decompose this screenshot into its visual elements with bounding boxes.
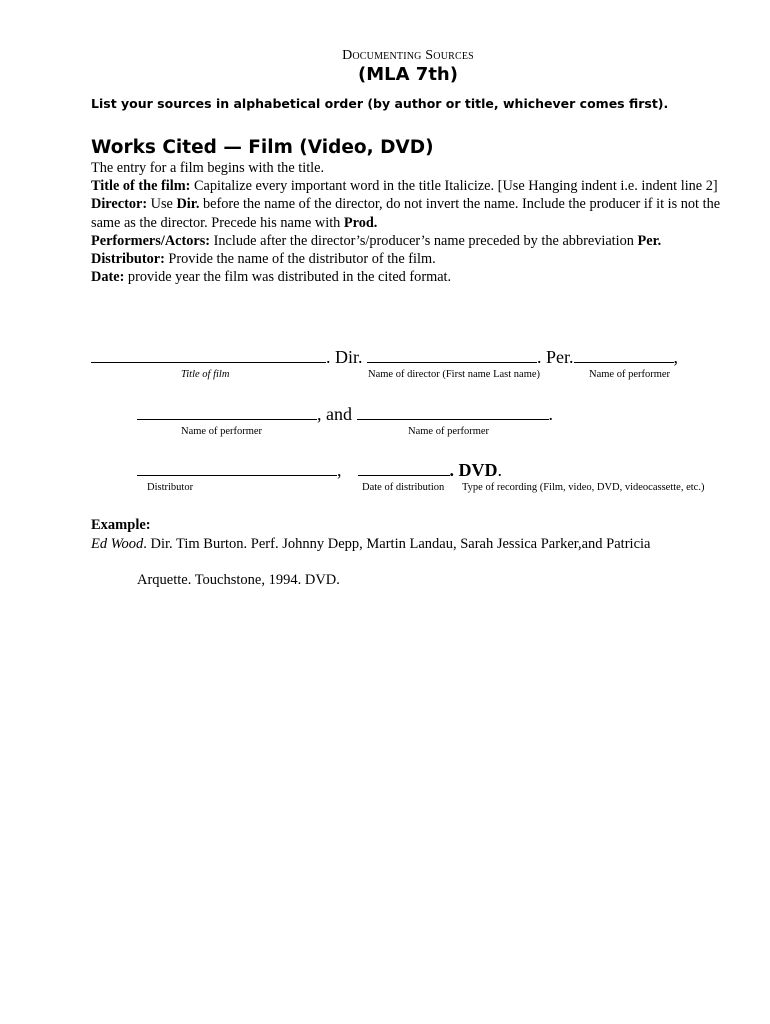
and-text: , and	[317, 404, 357, 424]
dir-text: . Dir.	[326, 347, 368, 367]
rule-label: Title of the film:	[91, 178, 191, 195]
example-citation-line1	[91, 536, 650, 553]
date-blank[interactable]	[358, 461, 450, 476]
performer-blank[interactable]	[357, 405, 549, 420]
caption-performer: Name of performer	[181, 426, 263, 437]
rule-title	[91, 177, 731, 195]
rules-block	[91, 159, 731, 286]
example-citation-text: . Dir. Tim Burton. Perf. Johnny Depp, Martin Landau, Sarah Jessica Parker,and Patricia	[143, 536, 651, 552]
rule-text: before the name of the director, do not invert the name. Include the producer if it is not the same as the director. Precede his name with	[91, 196, 721, 231]
rule-keyword: Prod.	[343, 214, 378, 231]
rule-text: Capitalize every important word in the title Italicize. [Use Hanging indent i.e. indent line 2]	[190, 178, 718, 195]
title-blank[interactable]	[91, 348, 326, 363]
rule-text: provide year the film was distributed in the cited format.	[124, 269, 452, 286]
rule-text: Provide the name of the distributor of the film.	[164, 251, 436, 268]
example-label: Example:	[91, 517, 151, 533]
caption-performer: Name of performer	[408, 426, 490, 437]
rule-label: Director:	[91, 196, 148, 213]
caption-distributor: Distributor	[147, 482, 194, 493]
performer-blank[interactable]	[574, 348, 674, 363]
caption-director: Name of director (First name Last name)	[368, 369, 541, 380]
template-row-3	[137, 460, 502, 481]
row2-period: .	[548, 404, 553, 424]
distributor-blank[interactable]	[137, 461, 337, 476]
intro-text: The entry for a film begins with the title.	[91, 160, 325, 176]
row3-comma: ,	[337, 460, 342, 480]
rule-director	[91, 195, 731, 231]
caption-date: Date of distribution	[362, 482, 445, 493]
rule-date	[91, 268, 731, 286]
section-title: Works Cited — Film (Video, DVD)	[91, 137, 434, 158]
mla-heading: (MLA 7th)	[358, 64, 458, 85]
caption-performer: Name of performer	[589, 369, 671, 380]
rule-keyword: Dir.	[176, 196, 200, 213]
caption-title: Title of film	[181, 369, 230, 380]
example-film-title: Ed Wood	[91, 536, 144, 552]
document-heading: Documenting Sources	[342, 48, 474, 63]
per-text: . Per.	[537, 347, 574, 367]
rule-label: Distributor:	[91, 251, 165, 268]
row3-period: .	[497, 460, 502, 480]
rule-distributor	[91, 250, 731, 268]
rule-keyword: Per.	[637, 232, 662, 249]
rule-performers	[91, 232, 731, 250]
rule-label: Date:	[91, 269, 125, 286]
template-row-1	[91, 347, 678, 368]
instruction-text: List your sources in alphabetical order (by author or title, whichever comes first).	[91, 96, 669, 111]
caption-recording-type: Type of recording (Film, video, DVD, videocassette, etc.)	[462, 482, 705, 493]
rule-text: Use	[147, 196, 177, 213]
rule-label: Performers/Actors:	[91, 232, 211, 249]
director-blank[interactable]	[367, 348, 537, 363]
performer-blank[interactable]	[137, 405, 317, 420]
rule-text: Include after the director’s/producer’s name preceded by the abbreviation	[210, 232, 638, 249]
row1-comma: ,	[673, 347, 679, 367]
dvd-text: . DVD	[449, 460, 498, 480]
template-row-2	[137, 404, 553, 425]
example-citation-line2: Arquette. Touchstone, 1994. DVD.	[137, 572, 340, 588]
